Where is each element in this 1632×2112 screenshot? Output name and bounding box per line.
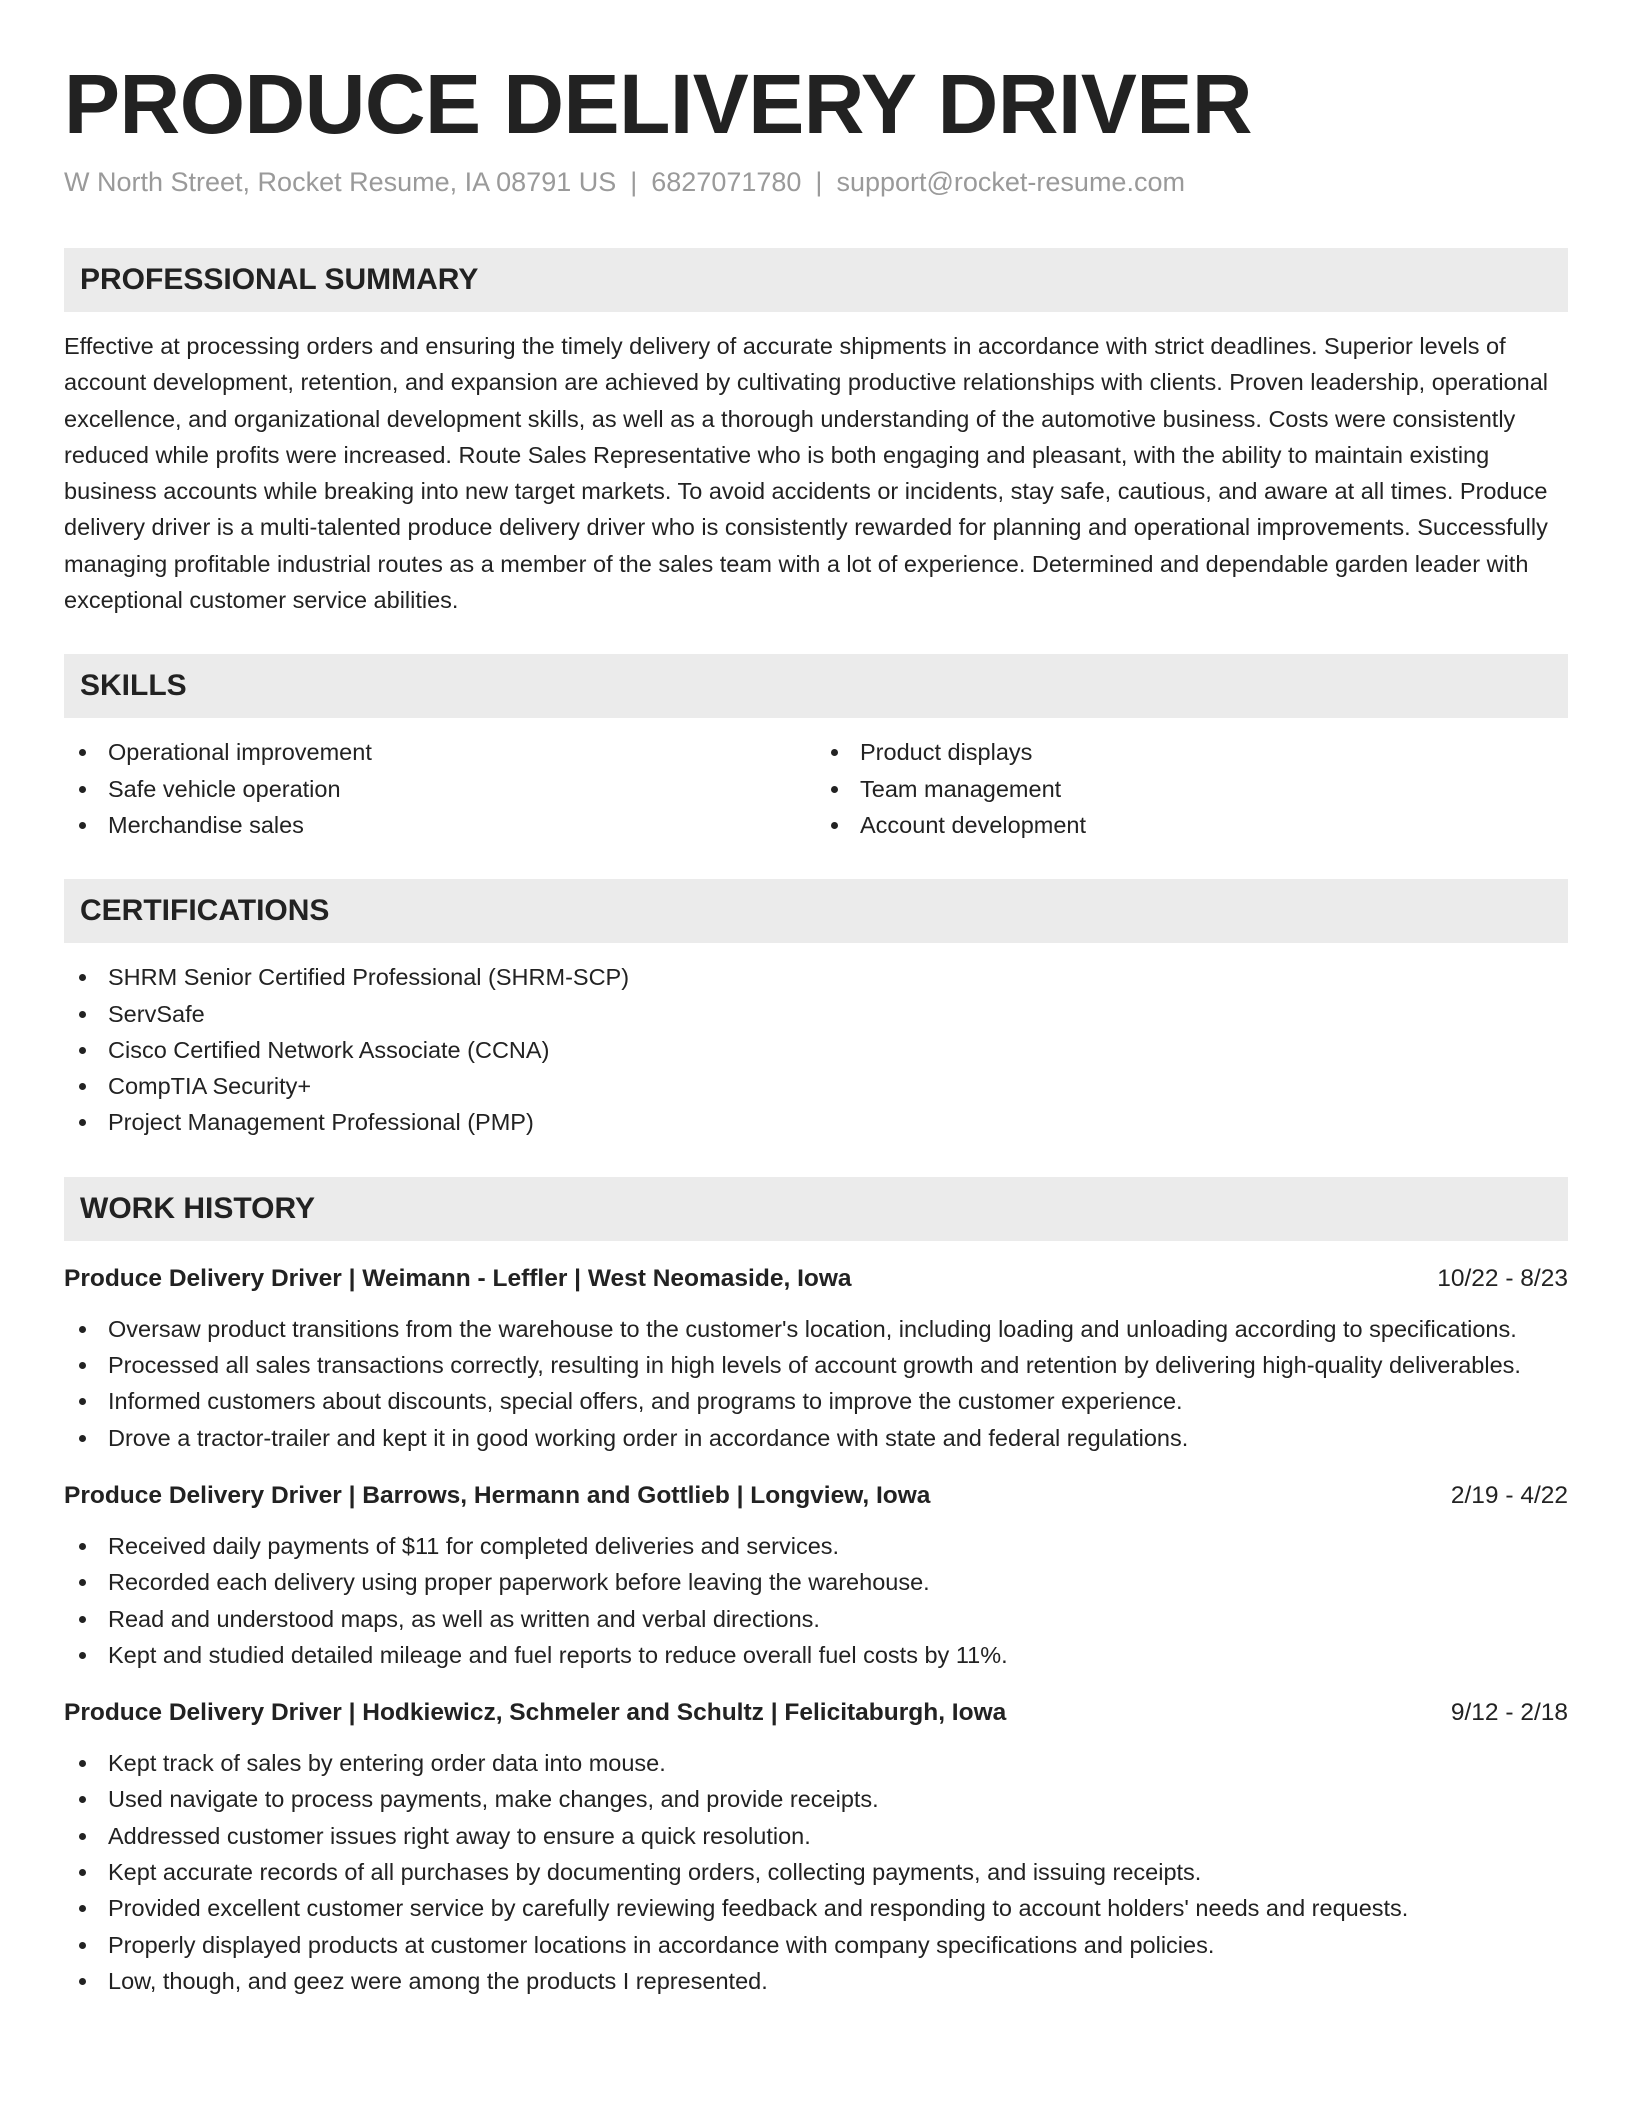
job-entry <box>64 1261 1568 1456</box>
bullet-icon <box>79 1398 86 1405</box>
skill-item: Team management <box>816 771 1568 807</box>
skill-item: Product displays <box>816 734 1568 770</box>
bullet-icon <box>79 1869 86 1876</box>
bullet-icon <box>79 749 86 756</box>
bullet-icon <box>79 1652 86 1659</box>
job-title: Produce Delivery Driver | Barrows, Hermann and Gottlieb | Longview, Iowa <box>64 1481 931 1509</box>
bullet-icon <box>79 786 86 793</box>
job-bullet: Addressed customer issues right away to ensure a quick resolution. <box>64 1818 1568 1854</box>
skill-item: Safe vehicle operation <box>64 771 816 807</box>
bullet-icon <box>831 822 838 829</box>
job-bullets <box>64 1528 1568 1673</box>
job-header <box>64 1695 1568 1731</box>
bullet-icon <box>79 1047 86 1054</box>
job-dates: 9/12 - 2/18 <box>1450 1699 1568 1727</box>
job-bullets <box>64 1311 1568 1456</box>
bullet-icon <box>79 1579 86 1586</box>
address: W North Street, Rocket Resume, IA 08791 US <box>64 167 617 197</box>
bullet-icon <box>79 1760 86 1767</box>
email: support@rocket-resume.com <box>836 167 1185 197</box>
certification-item: Project Management Professional (PMP) <box>64 1104 1568 1140</box>
skill-item: Account development <box>816 807 1568 843</box>
job-entry <box>64 1478 1568 1673</box>
section-header-work-history: WORK HISTORY <box>64 1177 1568 1241</box>
job-bullet: Provided excellent customer service by carefully reviewing feedback and responding to account holders' needs and requests. <box>64 1890 1568 1926</box>
certifications-list <box>64 959 1568 1140</box>
job-bullet: Read and understood maps, as well as written and verbal directions. <box>64 1601 1568 1637</box>
bullet-icon <box>79 1435 86 1442</box>
job-dates: 10/22 - 8/23 <box>1437 1264 1568 1292</box>
skills-column-right <box>816 734 1568 843</box>
skill-item: Operational improvement <box>64 734 816 770</box>
certification-item: CompTIA Security+ <box>64 1068 1568 1104</box>
job-bullet: Used navigate to process payments, make changes, and provide receipts. <box>64 1781 1568 1817</box>
job-bullet: Kept and studied detailed mileage and fuel reports to reduce overall fuel costs by 11%. <box>64 1637 1568 1673</box>
job-bullets <box>64 1745 1568 1999</box>
job-bullet: Recorded each delivery using proper paperwork before leaving the warehouse. <box>64 1564 1568 1600</box>
section-header-skills: SKILLS <box>64 654 1568 718</box>
certification-item: ServSafe <box>64 996 1568 1032</box>
certification-item: Cisco Certified Network Associate (CCNA) <box>64 1032 1568 1068</box>
bullet-icon <box>79 1796 86 1803</box>
job-title: Produce Delivery Driver | Weimann - Leffler | West Neomaside, Iowa <box>64 1264 852 1292</box>
job-entry <box>64 1695 1568 1999</box>
job-bullet: Kept track of sales by entering order data into mouse. <box>64 1745 1568 1781</box>
bullet-icon <box>79 1011 86 1018</box>
section-header-summary: PROFESSIONAL SUMMARY <box>64 248 1568 312</box>
bullet-icon <box>79 1905 86 1912</box>
job-title: Produce Delivery Driver | Hodkiewicz, Schmeler and Schultz | Felicitaburgh, Iowa <box>64 1699 1007 1727</box>
skills-list <box>64 734 1568 843</box>
job-header <box>64 1478 1568 1514</box>
bullet-icon <box>79 974 86 981</box>
job-bullet: Low, though, and geez were among the products I represented. <box>64 1963 1568 1999</box>
job-bullet: Properly displayed products at customer locations in accordance with company specifications and policies. <box>64 1927 1568 1963</box>
job-bullet: Received daily payments of $11 for completed deliveries and services. <box>64 1528 1568 1564</box>
job-bullet: Kept accurate records of all purchases by documenting orders, collecting payments, and issuing receipts. <box>64 1854 1568 1890</box>
section-header-certifications: CERTIFICATIONS <box>64 879 1568 943</box>
summary-text: Effective at processing orders and ensuring the timely delivery of accurate shipments in accordance with strict deadlines. Superior levels of account development, retention, and expansion are achieved by cultivating productive relationships with clients. Proven leadership, operational excellence, and organizational development skills, as well as a thorough understanding of the automotive business. Costs were consistently reduced while profits were increased. Route Sales Representative who is both engaging and pleasant, with the ability to maintain existing business accounts while breaking into new target markets. To avoid accidents or incidents, stay safe, cautious, and aware at all times. Produce delivery driver is a multi-talented produce delivery driver who is consistently rewarded for planning and operational improvements. Successfully managing profitable industrial routes as a member of the sales team with a lot of experience. Determined and dependable garden leader with exceptional customer service abilities. <box>64 333 1549 614</box>
skills-column-left <box>64 734 816 843</box>
bullet-icon <box>79 1119 86 1126</box>
bullet-icon <box>79 1616 86 1623</box>
job-bullet: Informed customers about discounts, special offers, and programs to improve the customer experience. <box>64 1383 1568 1419</box>
bullet-icon <box>79 1833 86 1840</box>
job-bullet: Oversaw product transitions from the warehouse to the customer's location, including loading and unloading according to specifications. <box>64 1311 1568 1347</box>
skill-item: Merchandise sales <box>64 807 816 843</box>
bullet-icon <box>79 1083 86 1090</box>
bullet-icon <box>831 749 838 756</box>
job-bullet: Processed all sales transactions correctly, resulting in high levels of account growth and retention by delivering high-quality deliverables. <box>64 1347 1568 1383</box>
bullet-icon <box>79 822 86 829</box>
candidate-name: PRODUCE DELIVERY DRIVER <box>64 57 1253 151</box>
separator: | <box>630 167 638 197</box>
job-bullet: Drove a tractor-trailer and kept it in good working order in accordance with state and federal regulations. <box>64 1420 1568 1456</box>
job-header <box>64 1261 1568 1297</box>
bullet-icon <box>79 1942 86 1949</box>
bullet-icon <box>79 1543 86 1550</box>
job-dates: 2/19 - 4/22 <box>1450 1481 1568 1509</box>
separator: | <box>815 167 823 197</box>
bullet-icon <box>79 1362 86 1369</box>
bullet-icon <box>79 1978 86 1985</box>
certification-item: SHRM Senior Certified Professional (SHRM-SCP) <box>64 959 1568 995</box>
bullet-icon <box>79 1326 86 1333</box>
phone: 6827071780 <box>651 167 802 197</box>
contact-line <box>64 164 1568 200</box>
bullet-icon <box>831 786 838 793</box>
